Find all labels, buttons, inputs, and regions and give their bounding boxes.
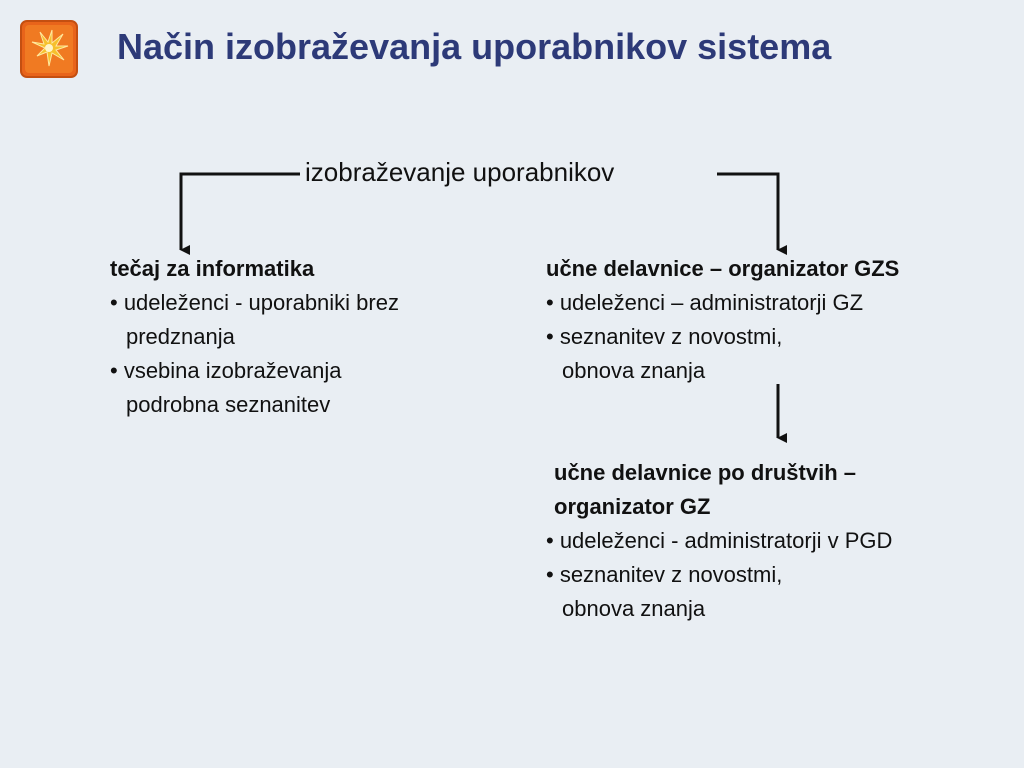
society-workshop-bullet-1: • udeleženci - administratorji v PGD xyxy=(546,528,893,553)
society-workshop-bullet-2: • seznanitev z novostmi, xyxy=(546,562,783,587)
page-title: Način izobraževanja uporabnikov sistema xyxy=(117,26,832,67)
course-heading: tečaj za informatika xyxy=(110,256,315,281)
left-connector-arrow xyxy=(181,174,300,250)
right-connector-arrow xyxy=(717,174,778,250)
society-workshop-box xyxy=(546,456,1016,626)
gzs-workshop-box xyxy=(546,252,1016,388)
gzs-workshop-bullet-1: • udeleženci – administratorji GZ xyxy=(546,290,864,315)
course-bullet-1-cont: predznanja xyxy=(126,324,235,349)
society-workshop-heading-2: organizator GZ xyxy=(554,494,711,519)
gzs-workshop-bullet-2: • seznanitev z novostmi, xyxy=(546,324,783,349)
gzs-workshop-heading: učne delavnice – organizator GZS xyxy=(546,256,900,281)
gzs-workshop-bullet-2-cont: obnova znanja xyxy=(562,358,706,383)
root-node-label: izobraževanje uporabnikov xyxy=(305,157,615,187)
course-bullet-2-cont: podrobna seznanitev xyxy=(126,392,331,417)
society-workshop-heading-1: učne delavnice po društvih – xyxy=(554,460,856,485)
course-bullet-1: • udeleženci - uporabniki brez xyxy=(110,290,399,315)
course-box xyxy=(110,252,510,422)
course-bullet-2: • vsebina izobraževanja xyxy=(110,358,342,383)
society-workshop-bullet-2-cont: obnova znanja xyxy=(562,596,706,621)
